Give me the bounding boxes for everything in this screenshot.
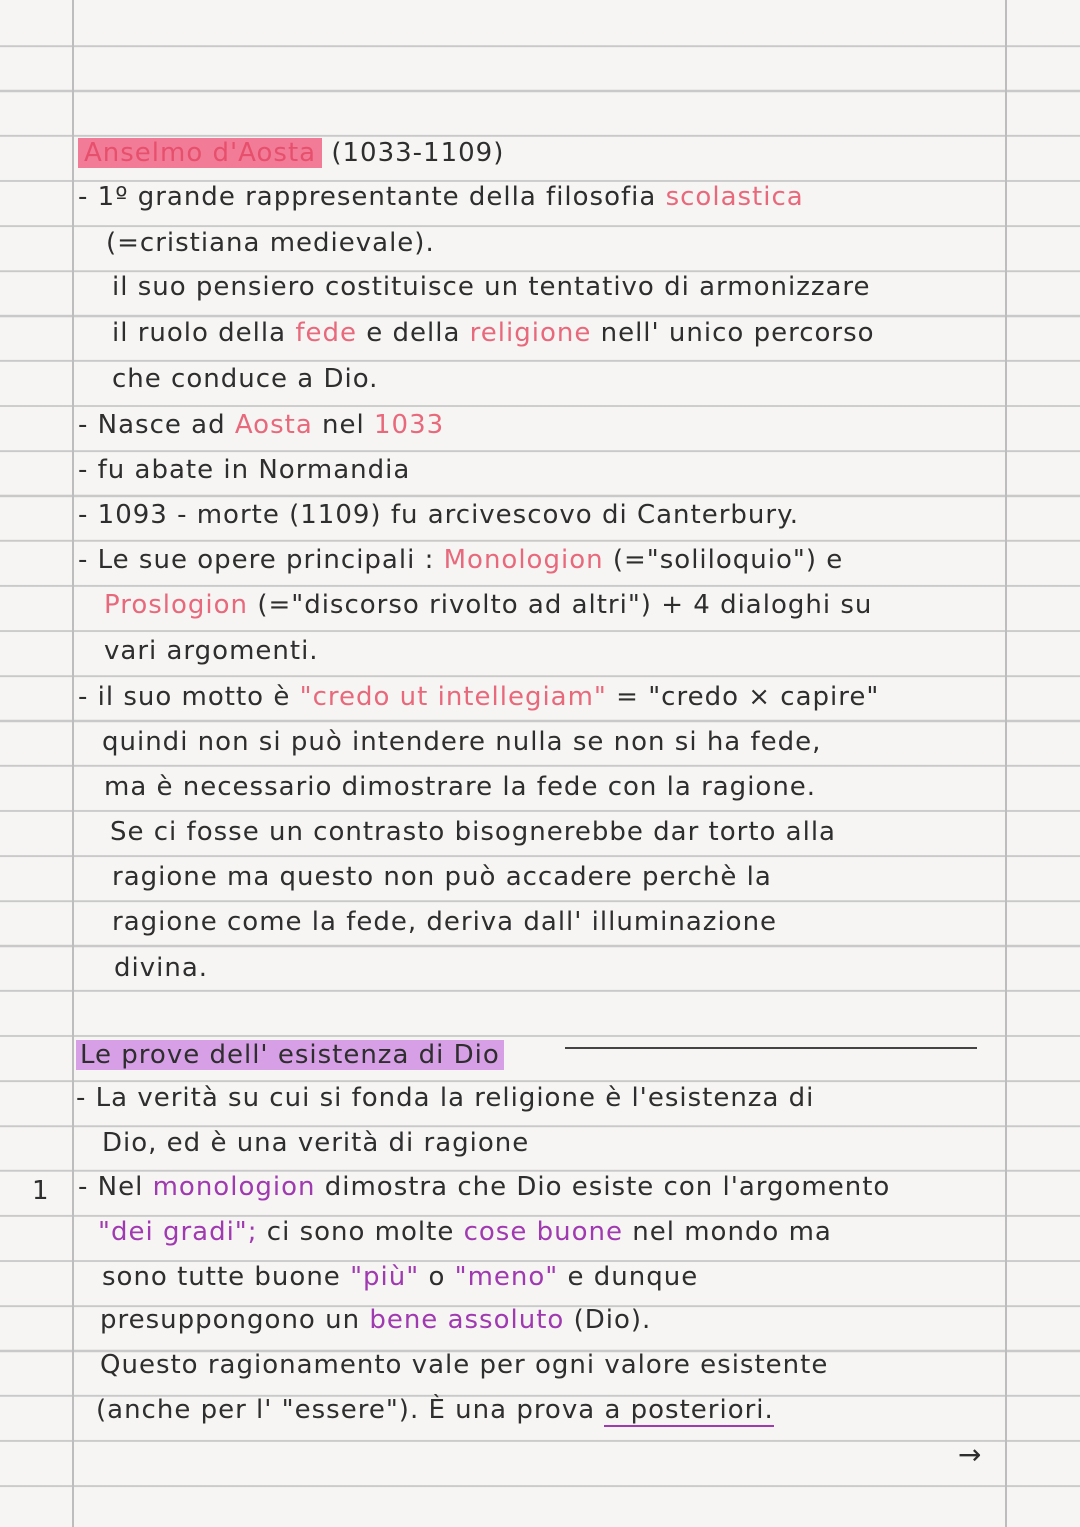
note-text: quindi non si può intendere nulla se non si ha fede, — [102, 727, 822, 757]
term-fede: fede — [295, 318, 357, 348]
note-text: o — [428, 1262, 446, 1292]
note-text: nel mondo ma — [632, 1217, 832, 1247]
note-text: ragione ma questo non può accadere perchè la — [112, 862, 772, 892]
note-line — [78, 545, 843, 575]
note-line — [104, 772, 816, 802]
term-1033: 1033 — [374, 410, 445, 440]
term-proslogion: Proslogion — [104, 590, 249, 620]
note-text: - fu abate in Normandia — [78, 455, 411, 485]
heading-line — [78, 138, 504, 168]
heading-name: Anselmo d'Aosta — [78, 138, 322, 168]
note-line — [78, 182, 804, 212]
note-text: - 1093 - morte (1109) fu arcivescovo di Canterbury. — [78, 500, 800, 530]
term-bene-assoluto: bene assoluto — [369, 1305, 565, 1335]
note-line — [78, 682, 879, 712]
note-text: Dio, ed è una verità di ragione — [102, 1128, 530, 1158]
term-scolastica: scolastica — [665, 182, 804, 212]
section-title: Le prove dell' esistenza di Dio — [76, 1040, 504, 1070]
note-text: (anche per l' "essere"). È una prova — [96, 1395, 596, 1425]
note-line — [106, 228, 435, 258]
section-heading-line — [76, 1040, 504, 1070]
note-text: - La verità su cui si fonda la religione è l'esistenza di — [76, 1083, 815, 1113]
note-line — [76, 1083, 814, 1113]
note-line — [78, 455, 410, 485]
note-line — [98, 1217, 832, 1247]
right-margin-line — [1005, 0, 1007, 1527]
term-motto: "credo ut intellegiam" — [299, 682, 607, 712]
note-line — [110, 817, 836, 847]
note-line — [112, 272, 871, 302]
note-line — [78, 500, 799, 530]
continue-arrow-icon: → — [958, 1438, 982, 1471]
note-text: - il suo motto è — [78, 682, 291, 712]
heading-underline-rule — [565, 1047, 977, 1049]
note-line — [112, 318, 875, 348]
note-text: = "credo × capire" — [616, 682, 880, 712]
note-text: il suo pensiero costituisce un tentativo di armonizzare — [112, 272, 871, 302]
term-monologion: Monologion — [443, 545, 604, 575]
note-line — [96, 1395, 774, 1425]
note-text: - Nasce ad — [78, 410, 226, 440]
margin-number: 1 — [32, 1176, 49, 1206]
note-line — [100, 1350, 828, 1380]
note-text: ci sono molte — [266, 1217, 455, 1247]
term-dei-gradi: "dei gradi"; — [98, 1217, 258, 1247]
note-line — [112, 862, 772, 892]
heading-dates: (1033-1109) — [331, 138, 505, 168]
note-line — [78, 1172, 890, 1202]
note-text: (=cristiana medievale). — [106, 228, 435, 258]
term-piu: "più" — [350, 1262, 420, 1292]
note-text: sono tutte buone — [102, 1262, 341, 1292]
term-meno: "meno" — [454, 1262, 559, 1292]
note-text: il ruolo della — [112, 318, 287, 348]
note-text: - Nel — [78, 1172, 144, 1202]
term-a-posteriori: a posteriori. — [604, 1395, 774, 1425]
note-line — [102, 1128, 529, 1158]
note-line — [112, 364, 378, 394]
note-text: (Dio). — [573, 1305, 652, 1335]
term-monologion: monologion — [152, 1172, 316, 1202]
note-text: Questo ragionamento vale per ogni valore esistente — [100, 1350, 829, 1380]
left-margin-line — [72, 0, 74, 1527]
note-text: divina. — [114, 953, 209, 983]
note-line — [102, 1262, 698, 1292]
note-text: presuppongono un — [100, 1305, 361, 1335]
note-line — [104, 590, 872, 620]
note-text: ragione come la fede, deriva dall' illuminazione — [112, 907, 778, 937]
note-text: e della — [366, 318, 461, 348]
note-text: - Le sue opere principali : — [78, 545, 435, 575]
term-aosta: Aosta — [234, 410, 313, 440]
note-text: (="soliloquio") e — [612, 545, 844, 575]
note-line — [104, 636, 319, 666]
note-text: ma è necessario dimostrare la fede con la ragione. — [104, 772, 817, 802]
note-text: nell' unico percorso — [600, 318, 875, 348]
note-text: vari argomenti. — [104, 636, 319, 666]
note-text: - 1º grande rappresentante della filosofia — [78, 182, 657, 212]
note-line — [114, 953, 208, 983]
note-text: dimostra che Dio esiste con l'argomento — [324, 1172, 891, 1202]
note-line — [100, 1305, 651, 1335]
note-line — [112, 907, 777, 937]
note-text: nel — [322, 410, 365, 440]
note-line — [78, 410, 444, 440]
term-religione: religione — [469, 318, 592, 348]
note-text: (="discorso rivolto ad altri") + 4 dialoghi su — [257, 590, 873, 620]
note-line — [102, 727, 821, 757]
note-text: che conduce a Dio. — [112, 364, 379, 394]
note-text: Se ci fosse un contrasto bisognerebbe dar torto alla — [110, 817, 836, 847]
term-cose-buone: cose buone — [463, 1217, 623, 1247]
note-text: e dunque — [567, 1262, 699, 1292]
